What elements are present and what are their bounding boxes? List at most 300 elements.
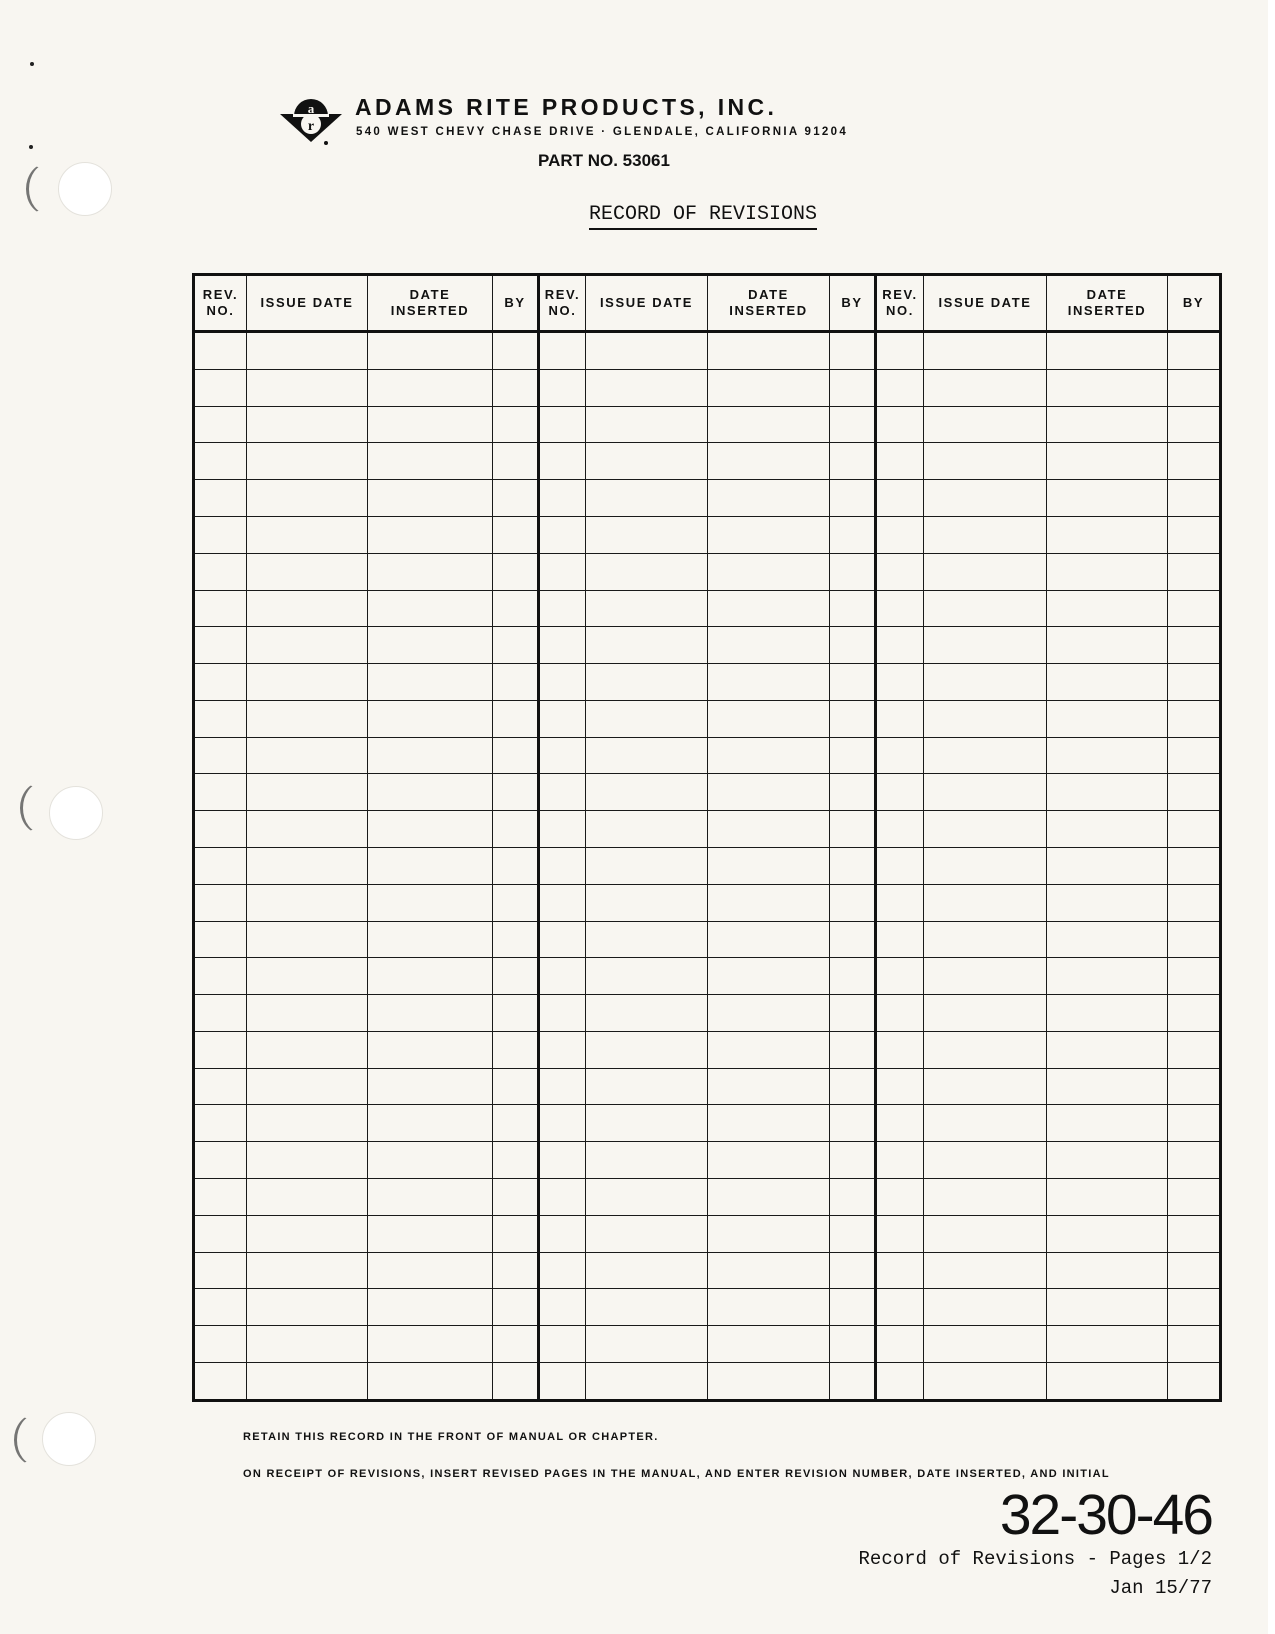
table-cell[interactable] xyxy=(194,1068,247,1105)
table-cell[interactable] xyxy=(539,1289,586,1326)
table-cell[interactable] xyxy=(830,1252,876,1289)
table-cell[interactable] xyxy=(247,737,368,774)
table-cell[interactable] xyxy=(247,1362,368,1400)
table-cell[interactable] xyxy=(586,995,708,1032)
table-cell[interactable] xyxy=(368,1031,493,1068)
table-cell[interactable] xyxy=(876,1179,924,1216)
table-cell[interactable] xyxy=(539,700,586,737)
table-cell[interactable] xyxy=(1168,884,1221,921)
table-cell[interactable] xyxy=(539,1142,586,1179)
table-cell[interactable] xyxy=(247,480,368,517)
table-cell[interactable] xyxy=(830,700,876,737)
table-cell[interactable] xyxy=(493,1362,539,1400)
table-cell[interactable] xyxy=(194,1362,247,1400)
table-cell[interactable] xyxy=(1047,1068,1168,1105)
table-cell[interactable] xyxy=(876,1215,924,1252)
table-cell[interactable] xyxy=(924,921,1047,958)
table-cell[interactable] xyxy=(708,737,830,774)
table-cell[interactable] xyxy=(368,737,493,774)
table-cell[interactable] xyxy=(924,1362,1047,1400)
table-cell[interactable] xyxy=(1047,332,1168,370)
table-cell[interactable] xyxy=(876,847,924,884)
table-cell[interactable] xyxy=(924,443,1047,480)
table-cell[interactable] xyxy=(708,443,830,480)
table-cell[interactable] xyxy=(830,884,876,921)
table-cell[interactable] xyxy=(708,1179,830,1216)
table-cell[interactable] xyxy=(708,774,830,811)
table-cell[interactable] xyxy=(1047,1031,1168,1068)
table-cell[interactable] xyxy=(586,1289,708,1326)
table-cell[interactable] xyxy=(539,1252,586,1289)
table-cell[interactable] xyxy=(493,1326,539,1363)
table-cell[interactable] xyxy=(924,737,1047,774)
table-cell[interactable] xyxy=(368,1362,493,1400)
table-cell[interactable] xyxy=(493,958,539,995)
table-cell[interactable] xyxy=(924,811,1047,848)
table-cell[interactable] xyxy=(1168,1326,1221,1363)
table-cell[interactable] xyxy=(586,958,708,995)
table-cell[interactable] xyxy=(830,627,876,664)
table-cell[interactable] xyxy=(194,847,247,884)
table-cell[interactable] xyxy=(1168,1252,1221,1289)
table-cell[interactable] xyxy=(1168,1142,1221,1179)
table-cell[interactable] xyxy=(708,480,830,517)
table-cell[interactable] xyxy=(876,1362,924,1400)
table-cell[interactable] xyxy=(830,1105,876,1142)
table-cell[interactable] xyxy=(194,406,247,443)
table-cell[interactable] xyxy=(539,737,586,774)
table-cell[interactable] xyxy=(247,406,368,443)
table-cell[interactable] xyxy=(194,516,247,553)
table-cell[interactable] xyxy=(1168,664,1221,701)
table-cell[interactable] xyxy=(876,369,924,406)
table-cell[interactable] xyxy=(708,1105,830,1142)
table-cell[interactable] xyxy=(539,627,586,664)
table-cell[interactable] xyxy=(1168,480,1221,517)
table-cell[interactable] xyxy=(368,847,493,884)
table-cell[interactable] xyxy=(924,369,1047,406)
table-cell[interactable] xyxy=(493,774,539,811)
table-cell[interactable] xyxy=(1168,1105,1221,1142)
table-cell[interactable] xyxy=(708,332,830,370)
table-cell[interactable] xyxy=(368,369,493,406)
table-cell[interactable] xyxy=(586,1031,708,1068)
table-cell[interactable] xyxy=(1168,1215,1221,1252)
table-cell[interactable] xyxy=(539,1362,586,1400)
table-cell[interactable] xyxy=(586,590,708,627)
table-cell[interactable] xyxy=(876,811,924,848)
table-cell[interactable] xyxy=(924,664,1047,701)
table-cell[interactable] xyxy=(1047,553,1168,590)
table-cell[interactable] xyxy=(830,1068,876,1105)
table-cell[interactable] xyxy=(586,1105,708,1142)
table-cell[interactable] xyxy=(368,1179,493,1216)
table-cell[interactable] xyxy=(539,1031,586,1068)
table-cell[interactable] xyxy=(247,774,368,811)
table-cell[interactable] xyxy=(586,1215,708,1252)
table-cell[interactable] xyxy=(876,921,924,958)
table-cell[interactable] xyxy=(830,516,876,553)
table-cell[interactable] xyxy=(539,847,586,884)
table-cell[interactable] xyxy=(924,1252,1047,1289)
table-cell[interactable] xyxy=(539,811,586,848)
table-cell[interactable] xyxy=(247,1142,368,1179)
table-cell[interactable] xyxy=(830,443,876,480)
table-cell[interactable] xyxy=(493,700,539,737)
table-cell[interactable] xyxy=(368,406,493,443)
table-cell[interactable] xyxy=(924,1031,1047,1068)
table-cell[interactable] xyxy=(1168,921,1221,958)
table-cell[interactable] xyxy=(924,590,1047,627)
table-cell[interactable] xyxy=(368,774,493,811)
table-cell[interactable] xyxy=(830,1326,876,1363)
table-cell[interactable] xyxy=(247,811,368,848)
table-cell[interactable] xyxy=(194,884,247,921)
table-cell[interactable] xyxy=(586,1252,708,1289)
table-cell[interactable] xyxy=(1047,737,1168,774)
table-cell[interactable] xyxy=(1168,847,1221,884)
table-cell[interactable] xyxy=(194,1326,247,1363)
table-cell[interactable] xyxy=(368,700,493,737)
table-cell[interactable] xyxy=(1047,627,1168,664)
table-cell[interactable] xyxy=(924,627,1047,664)
table-cell[interactable] xyxy=(247,1105,368,1142)
table-cell[interactable] xyxy=(876,332,924,370)
table-cell[interactable] xyxy=(493,811,539,848)
table-cell[interactable] xyxy=(493,1179,539,1216)
table-cell[interactable] xyxy=(586,369,708,406)
table-cell[interactable] xyxy=(247,516,368,553)
table-cell[interactable] xyxy=(586,1142,708,1179)
table-cell[interactable] xyxy=(539,480,586,517)
table-cell[interactable] xyxy=(708,995,830,1032)
table-cell[interactable] xyxy=(708,1362,830,1400)
table-cell[interactable] xyxy=(1168,1179,1221,1216)
table-cell[interactable] xyxy=(1168,774,1221,811)
table-cell[interactable] xyxy=(586,664,708,701)
table-cell[interactable] xyxy=(1047,443,1168,480)
table-cell[interactable] xyxy=(1168,369,1221,406)
table-cell[interactable] xyxy=(924,1142,1047,1179)
table-cell[interactable] xyxy=(194,332,247,370)
table-cell[interactable] xyxy=(368,664,493,701)
table-cell[interactable] xyxy=(830,1142,876,1179)
table-cell[interactable] xyxy=(1168,406,1221,443)
table-cell[interactable] xyxy=(924,1326,1047,1363)
table-cell[interactable] xyxy=(1047,480,1168,517)
table-cell[interactable] xyxy=(708,1215,830,1252)
table-cell[interactable] xyxy=(708,406,830,443)
table-cell[interactable] xyxy=(539,516,586,553)
table-cell[interactable] xyxy=(1047,1362,1168,1400)
table-cell[interactable] xyxy=(493,590,539,627)
table-cell[interactable] xyxy=(493,1105,539,1142)
table-cell[interactable] xyxy=(708,1068,830,1105)
table-cell[interactable] xyxy=(368,553,493,590)
table-cell[interactable] xyxy=(924,700,1047,737)
table-cell[interactable] xyxy=(368,921,493,958)
table-cell[interactable] xyxy=(708,553,830,590)
table-cell[interactable] xyxy=(1168,811,1221,848)
table-cell[interactable] xyxy=(708,590,830,627)
table-cell[interactable] xyxy=(876,958,924,995)
table-cell[interactable] xyxy=(247,332,368,370)
table-cell[interactable] xyxy=(1047,406,1168,443)
table-cell[interactable] xyxy=(586,811,708,848)
table-cell[interactable] xyxy=(830,847,876,884)
table-cell[interactable] xyxy=(194,737,247,774)
table-cell[interactable] xyxy=(539,1215,586,1252)
table-cell[interactable] xyxy=(194,995,247,1032)
table-cell[interactable] xyxy=(876,553,924,590)
table-cell[interactable] xyxy=(876,516,924,553)
table-cell[interactable] xyxy=(194,921,247,958)
table-cell[interactable] xyxy=(830,369,876,406)
table-cell[interactable] xyxy=(539,1326,586,1363)
table-cell[interactable] xyxy=(539,406,586,443)
table-cell[interactable] xyxy=(247,958,368,995)
table-cell[interactable] xyxy=(830,664,876,701)
table-cell[interactable] xyxy=(1047,811,1168,848)
table-cell[interactable] xyxy=(708,1031,830,1068)
table-cell[interactable] xyxy=(194,700,247,737)
table-cell[interactable] xyxy=(876,1289,924,1326)
table-cell[interactable] xyxy=(708,627,830,664)
table-cell[interactable] xyxy=(368,1252,493,1289)
table-cell[interactable] xyxy=(493,369,539,406)
table-cell[interactable] xyxy=(876,1326,924,1363)
table-cell[interactable] xyxy=(1047,1142,1168,1179)
table-cell[interactable] xyxy=(247,1326,368,1363)
table-cell[interactable] xyxy=(493,737,539,774)
table-cell[interactable] xyxy=(247,1179,368,1216)
table-cell[interactable] xyxy=(368,480,493,517)
table-cell[interactable] xyxy=(1047,516,1168,553)
table-cell[interactable] xyxy=(586,847,708,884)
table-cell[interactable] xyxy=(876,1252,924,1289)
table-cell[interactable] xyxy=(586,1362,708,1400)
table-cell[interactable] xyxy=(924,958,1047,995)
table-cell[interactable] xyxy=(493,1215,539,1252)
table-cell[interactable] xyxy=(586,774,708,811)
table-cell[interactable] xyxy=(586,332,708,370)
table-cell[interactable] xyxy=(493,406,539,443)
table-cell[interactable] xyxy=(924,884,1047,921)
table-cell[interactable] xyxy=(924,1215,1047,1252)
table-cell[interactable] xyxy=(539,995,586,1032)
table-cell[interactable] xyxy=(876,406,924,443)
table-cell[interactable] xyxy=(708,1252,830,1289)
table-cell[interactable] xyxy=(1168,958,1221,995)
table-cell[interactable] xyxy=(539,1105,586,1142)
table-cell[interactable] xyxy=(539,443,586,480)
table-cell[interactable] xyxy=(586,553,708,590)
table-cell[interactable] xyxy=(194,1252,247,1289)
table-cell[interactable] xyxy=(247,1252,368,1289)
table-cell[interactable] xyxy=(586,737,708,774)
table-cell[interactable] xyxy=(830,995,876,1032)
table-cell[interactable] xyxy=(493,516,539,553)
table-cell[interactable] xyxy=(708,1142,830,1179)
table-cell[interactable] xyxy=(247,1031,368,1068)
table-cell[interactable] xyxy=(1047,958,1168,995)
table-cell[interactable] xyxy=(876,1105,924,1142)
table-cell[interactable] xyxy=(539,884,586,921)
table-cell[interactable] xyxy=(876,995,924,1032)
table-cell[interactable] xyxy=(194,774,247,811)
table-cell[interactable] xyxy=(586,406,708,443)
table-cell[interactable] xyxy=(368,995,493,1032)
table-cell[interactable] xyxy=(924,516,1047,553)
table-cell[interactable] xyxy=(493,627,539,664)
table-cell[interactable] xyxy=(247,1068,368,1105)
table-cell[interactable] xyxy=(368,811,493,848)
table-cell[interactable] xyxy=(1168,995,1221,1032)
table-cell[interactable] xyxy=(368,884,493,921)
table-cell[interactable] xyxy=(368,958,493,995)
table-cell[interactable] xyxy=(247,627,368,664)
table-cell[interactable] xyxy=(493,995,539,1032)
table-cell[interactable] xyxy=(830,774,876,811)
table-cell[interactable] xyxy=(493,664,539,701)
table-cell[interactable] xyxy=(586,921,708,958)
table-cell[interactable] xyxy=(924,1179,1047,1216)
table-cell[interactable] xyxy=(1047,1179,1168,1216)
table-cell[interactable] xyxy=(1168,1289,1221,1326)
table-cell[interactable] xyxy=(493,1068,539,1105)
table-cell[interactable] xyxy=(1168,553,1221,590)
table-cell[interactable] xyxy=(586,884,708,921)
table-cell[interactable] xyxy=(876,590,924,627)
table-cell[interactable] xyxy=(194,1031,247,1068)
table-cell[interactable] xyxy=(1047,1289,1168,1326)
table-cell[interactable] xyxy=(1047,700,1168,737)
table-cell[interactable] xyxy=(493,921,539,958)
table-cell[interactable] xyxy=(586,627,708,664)
table-cell[interactable] xyxy=(1047,774,1168,811)
table-cell[interactable] xyxy=(830,480,876,517)
table-cell[interactable] xyxy=(924,1289,1047,1326)
table-cell[interactable] xyxy=(194,811,247,848)
table-cell[interactable] xyxy=(1168,1362,1221,1400)
table-cell[interactable] xyxy=(368,1215,493,1252)
table-cell[interactable] xyxy=(194,1105,247,1142)
table-cell[interactable] xyxy=(368,1289,493,1326)
table-cell[interactable] xyxy=(1168,700,1221,737)
table-cell[interactable] xyxy=(1047,664,1168,701)
table-cell[interactable] xyxy=(1168,737,1221,774)
table-cell[interactable] xyxy=(493,847,539,884)
table-cell[interactable] xyxy=(876,1068,924,1105)
table-cell[interactable] xyxy=(539,958,586,995)
table-cell[interactable] xyxy=(876,664,924,701)
table-cell[interactable] xyxy=(1168,1068,1221,1105)
table-cell[interactable] xyxy=(247,995,368,1032)
table-cell[interactable] xyxy=(368,590,493,627)
table-cell[interactable] xyxy=(493,1142,539,1179)
table-cell[interactable] xyxy=(368,516,493,553)
table-cell[interactable] xyxy=(1047,921,1168,958)
table-cell[interactable] xyxy=(876,627,924,664)
table-cell[interactable] xyxy=(586,1068,708,1105)
table-cell[interactable] xyxy=(586,1326,708,1363)
table-cell[interactable] xyxy=(830,737,876,774)
table-cell[interactable] xyxy=(247,664,368,701)
table-cell[interactable] xyxy=(876,1031,924,1068)
table-cell[interactable] xyxy=(194,958,247,995)
table-cell[interactable] xyxy=(539,332,586,370)
table-cell[interactable] xyxy=(924,332,1047,370)
table-cell[interactable] xyxy=(924,480,1047,517)
table-cell[interactable] xyxy=(876,774,924,811)
table-cell[interactable] xyxy=(247,921,368,958)
table-cell[interactable] xyxy=(539,590,586,627)
table-cell[interactable] xyxy=(924,995,1047,1032)
table-cell[interactable] xyxy=(708,516,830,553)
table-cell[interactable] xyxy=(1047,884,1168,921)
table-cell[interactable] xyxy=(368,332,493,370)
table-cell[interactable] xyxy=(924,406,1047,443)
table-cell[interactable] xyxy=(194,664,247,701)
table-cell[interactable] xyxy=(1168,627,1221,664)
table-cell[interactable] xyxy=(368,1105,493,1142)
table-cell[interactable] xyxy=(924,1105,1047,1142)
table-cell[interactable] xyxy=(368,1142,493,1179)
table-cell[interactable] xyxy=(924,1068,1047,1105)
table-cell[interactable] xyxy=(493,332,539,370)
table-cell[interactable] xyxy=(247,847,368,884)
table-cell[interactable] xyxy=(247,443,368,480)
table-cell[interactable] xyxy=(194,1142,247,1179)
table-cell[interactable] xyxy=(1047,1105,1168,1142)
table-cell[interactable] xyxy=(586,443,708,480)
table-cell[interactable] xyxy=(586,1179,708,1216)
table-cell[interactable] xyxy=(1047,590,1168,627)
table-cell[interactable] xyxy=(539,369,586,406)
table-cell[interactable] xyxy=(830,590,876,627)
table-cell[interactable] xyxy=(247,1215,368,1252)
table-cell[interactable] xyxy=(1168,516,1221,553)
table-cell[interactable] xyxy=(876,480,924,517)
table-cell[interactable] xyxy=(493,553,539,590)
table-cell[interactable] xyxy=(194,553,247,590)
table-cell[interactable] xyxy=(493,884,539,921)
table-cell[interactable] xyxy=(194,1179,247,1216)
table-cell[interactable] xyxy=(1168,1031,1221,1068)
table-cell[interactable] xyxy=(830,1179,876,1216)
table-cell[interactable] xyxy=(586,480,708,517)
table-cell[interactable] xyxy=(830,958,876,995)
table-cell[interactable] xyxy=(539,1179,586,1216)
table-cell[interactable] xyxy=(708,700,830,737)
table-cell[interactable] xyxy=(708,811,830,848)
table-cell[interactable] xyxy=(876,884,924,921)
table-cell[interactable] xyxy=(708,369,830,406)
table-cell[interactable] xyxy=(247,553,368,590)
table-cell[interactable] xyxy=(539,1068,586,1105)
table-cell[interactable] xyxy=(830,553,876,590)
table-cell[interactable] xyxy=(194,590,247,627)
table-cell[interactable] xyxy=(924,553,1047,590)
table-cell[interactable] xyxy=(194,480,247,517)
table-cell[interactable] xyxy=(876,1142,924,1179)
table-cell[interactable] xyxy=(368,627,493,664)
table-cell[interactable] xyxy=(539,553,586,590)
table-cell[interactable] xyxy=(194,1215,247,1252)
table-cell[interactable] xyxy=(830,1031,876,1068)
table-cell[interactable] xyxy=(493,1031,539,1068)
table-cell[interactable] xyxy=(1047,847,1168,884)
